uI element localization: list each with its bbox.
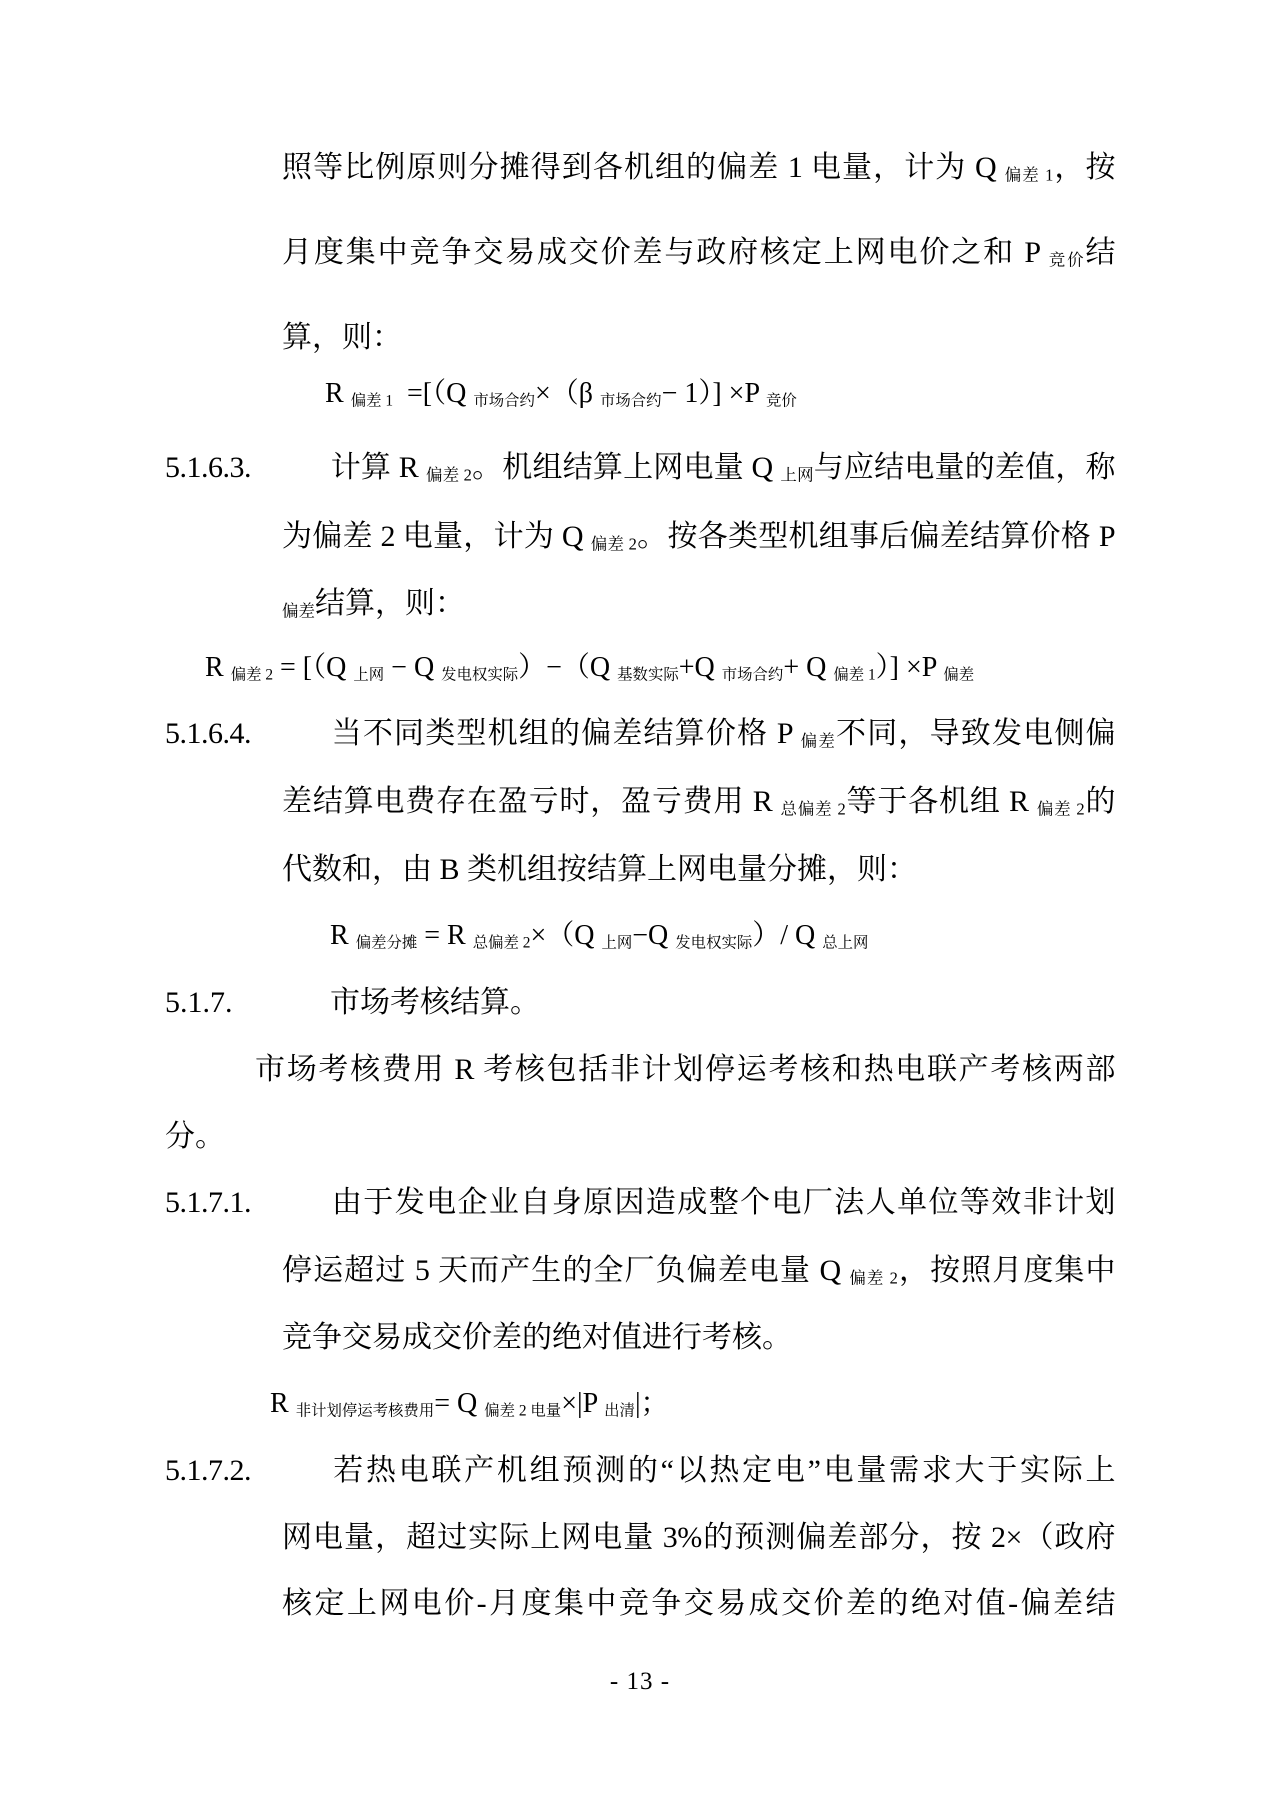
subscript-run: 偏差 1 <box>833 666 876 684</box>
text-run: 结算，则： <box>315 587 465 620</box>
text-run: 的 <box>1084 785 1116 818</box>
text-run: |； <box>634 1388 669 1419</box>
text-run: 算，则： <box>282 321 402 354</box>
text-run: = [（Q <box>273 652 354 683</box>
text-run: R <box>270 1388 296 1419</box>
text-run: =[（Q <box>393 378 474 409</box>
subscript-run: 偏差 <box>800 731 837 751</box>
text-line <box>282 148 1115 196</box>
text-run: 核定上网电价-月度集中竞争交易成交价差的绝对值-偏差结 <box>282 1587 1115 1620</box>
text-run: 。按各类型机组事后偏差结算价格 P <box>636 520 1115 553</box>
subscript-run: 偏差 <box>282 601 315 621</box>
page-number: - 13 - <box>609 1668 671 1695</box>
text-run: 若热电联产机组预测的“以热定电”电量需求大于实际上 <box>330 1454 1115 1487</box>
text-run: 等于各机组 R <box>845 785 1037 818</box>
text-run: = Q <box>434 1388 485 1419</box>
text-run: 不同，导致发电侧偏 <box>836 717 1116 750</box>
text-run: − 1）] ×P <box>661 378 767 409</box>
text-line <box>255 1050 1115 1090</box>
text-run: 差结算电费存在盈亏时，盈亏费用 R <box>282 785 781 818</box>
text-run: 为偏差 2 电量，计为 Q <box>282 520 591 553</box>
text-run: 照等比例原则分摊得到各机组的偏差 1 电量，计为 Q <box>282 151 1005 184</box>
formula-line <box>325 374 797 421</box>
text-line <box>282 1318 1115 1358</box>
text-run: −Q <box>632 920 676 951</box>
text-run: ，按 <box>1052 151 1116 184</box>
text-run: 与应结电量的差值，称 <box>813 451 1116 484</box>
text-run: ）/ Q <box>752 920 823 951</box>
text-line <box>165 1117 1115 1157</box>
text-line <box>282 318 1115 358</box>
text-line <box>165 1183 1115 1223</box>
text-run: 结 <box>1085 236 1116 269</box>
subscript-run: 偏差 1 <box>1004 165 1053 185</box>
subscript-run: 偏差 2 <box>230 666 274 684</box>
text-run: ）] ×P <box>875 652 944 683</box>
subscript-run: 发电权实际 <box>441 666 519 684</box>
subscript-run: 基数实际 <box>617 666 679 684</box>
text-line <box>282 517 1115 565</box>
subscript-run: 出清 <box>604 1402 635 1420</box>
text-line <box>165 1451 1115 1491</box>
subscript-run: 上网 <box>601 934 633 952</box>
section-number: 5.1.7.2. <box>165 1454 251 1487</box>
subscript-run: 发电权实际 <box>675 934 753 952</box>
text-line <box>282 1518 1115 1558</box>
text-run: ×（Q <box>530 920 602 951</box>
text-run: 计算 R <box>330 451 426 484</box>
subscript-run: 市场合约 <box>721 666 784 684</box>
subscript-run: 非计划停运考核费用 <box>295 1402 435 1420</box>
subscript-run: 竞价 <box>1048 250 1086 270</box>
text-run: 停运超过 5 天而产生的全厂负偏差电量 Q <box>282 1254 850 1287</box>
formula-line <box>205 648 974 695</box>
text-run: 市场考核结算。 <box>330 986 540 1019</box>
subscript-run: 上网 <box>353 666 385 684</box>
subscript-run: 市场合约 <box>599 392 662 410</box>
text-run: 代数和，由 B 类机组按结算上网电量分摊，则： <box>282 853 918 886</box>
text-line <box>282 1251 1115 1299</box>
text-line <box>165 983 1115 1023</box>
subscript-run: 总偏差 2 <box>472 934 531 952</box>
text-line <box>282 584 1115 632</box>
subscript-run: 偏差 2 <box>425 465 472 485</box>
text-run: +Q <box>678 652 722 683</box>
text-run: ，按照月度集中 <box>897 1254 1116 1287</box>
text-run: ×|P <box>561 1388 605 1419</box>
text-line <box>282 233 1115 281</box>
section-number: 5.1.6.3. <box>165 451 251 484</box>
text-run: 由于发电企业自身原因造成整个电厂法人单位等效非计划 <box>330 1186 1115 1219</box>
text-run: R <box>205 652 231 683</box>
text-run: ）−（Q <box>518 652 618 683</box>
subscript-run: 竞价 <box>766 392 797 410</box>
text-run: − Q <box>384 652 442 683</box>
text-run: = R <box>417 920 473 951</box>
text-run: 当不同类型机组的偏差结算价格 P <box>330 717 801 750</box>
section-number: 5.1.6.4. <box>165 717 251 750</box>
text-run: 。机组结算上网电量 Q <box>471 451 781 484</box>
section-number: 5.1.7. <box>165 986 233 1019</box>
text-line <box>165 448 1115 496</box>
text-line <box>165 714 1115 762</box>
text-run: 市场考核费用 R 考核包括非计划停运考核和热电联产考核两部 <box>255 1053 1115 1086</box>
text-run: R <box>325 378 351 409</box>
text-line <box>282 1584 1115 1624</box>
subscript-run: 总上网 <box>822 934 869 952</box>
text-line <box>282 782 1115 830</box>
subscript-run: 上网 <box>780 465 814 485</box>
text-run: 分。 <box>165 1120 225 1153</box>
subscript-run: 偏差分摊 <box>355 934 418 952</box>
text-run: 网电量，超过实际上网电量 3%的预测偏差部分，按 2×（政府 <box>282 1521 1115 1554</box>
text-run: + Q <box>783 652 834 683</box>
text-run: 竞争交易成交价差的绝对值进行考核。 <box>282 1321 792 1354</box>
text-line <box>282 850 1115 890</box>
subscript-run: 偏差 2 <box>1036 799 1085 819</box>
formula-line <box>330 916 868 963</box>
section-number: 5.1.7.1. <box>165 1186 251 1219</box>
subscript-run: 偏差 2 <box>849 1268 898 1288</box>
subscript-run: 总偏差 2 <box>780 799 846 819</box>
formula-line <box>270 1384 669 1431</box>
subscript-run: 偏差 <box>943 666 975 684</box>
subscript-run: 偏差 2 电量 <box>484 1402 562 1420</box>
text-run: R <box>330 920 356 951</box>
subscript-run: 市场合约 <box>473 392 535 410</box>
subscript-run: 偏差 2 <box>590 534 637 554</box>
text-run: ×（β <box>534 378 600 409</box>
subscript-run: 偏差 1 <box>350 392 394 410</box>
text-run: 月度集中竞争交易成交价差与政府核定上网电价之和 P <box>282 236 1049 269</box>
